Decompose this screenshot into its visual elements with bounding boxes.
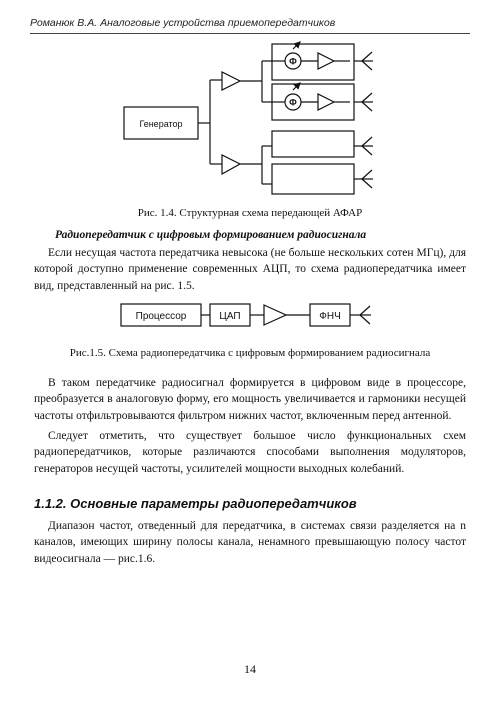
paragraph-2: В таком передатчике радиосигнал формируется в цифровом виде в процессоре, преобразуется в аналоговую форму, его мощность увеличивается и гармоники несущей частоты отфильтровываются фильтром нижних частот, включенным перед антенной. <box>34 377 466 422</box>
processor-label: Процессор <box>135 311 187 322</box>
antenna-4 <box>362 170 373 188</box>
dac-label: ЦАП <box>219 311 241 322</box>
output-antenna <box>350 306 371 324</box>
amplifier-bottom <box>222 155 240 174</box>
paragraph-3: Следует отметить, что существует большое число функциональных схем радиопередатчиков, которые различаются способами выполнения модуляторов, генераторов несущей частоты, усилителей мощности выходных колебаний. <box>34 430 466 475</box>
phase-symbol-1: Ф <box>289 56 297 67</box>
figure-1-4-diagram <box>124 42 373 194</box>
amplifier-top <box>222 72 240 90</box>
phase-symbol-2: Ф <box>289 97 297 108</box>
antenna-3 <box>354 137 373 155</box>
power-amplifier <box>264 305 286 325</box>
channel-block-3 <box>272 131 354 157</box>
paragraph-4: Диапазон частот, отведенный для передатчика, в системах связи разделяется на n каналов, имеющих ширину полосы канала, ненамного превышающую полосу частот видеосигнала — рис.1.6. <box>34 520 466 565</box>
antenna-1 <box>354 52 373 70</box>
channel-block-4 <box>272 164 354 194</box>
antenna-2 <box>354 93 373 111</box>
generator-label: Генератор <box>139 119 183 129</box>
paragraph-1: Если несущая частота передатчика невысока (не больше нескольких сотен МГц), для которой доступно применение современных АЦП, то схема радиопередатчика имеет вид, представленный на рис. 1.5. <box>34 247 466 292</box>
channel-amp-2 <box>318 94 334 110</box>
running-header: Романюк В.А. Аналоговые устройства приемопередатчиков <box>30 17 336 29</box>
channel-amp-1 <box>318 53 334 69</box>
figure-1-5-caption: Рис.1.5. Схема радиопередатчика с цифровым формированием радиосигнала <box>69 347 431 359</box>
lpf-label: ФНЧ <box>319 311 341 322</box>
page-number: 14 <box>244 662 256 676</box>
subheading: Радиопередатчик с цифровым формированием радиосигнала <box>55 229 367 241</box>
figure-1-4-caption: Рис. 1.4. Структурная схема передающей АФАР <box>137 207 363 219</box>
section-title: 1.1.2. Основные параметры радиопередатчиков <box>34 496 357 511</box>
channel-block-1 <box>272 44 354 80</box>
